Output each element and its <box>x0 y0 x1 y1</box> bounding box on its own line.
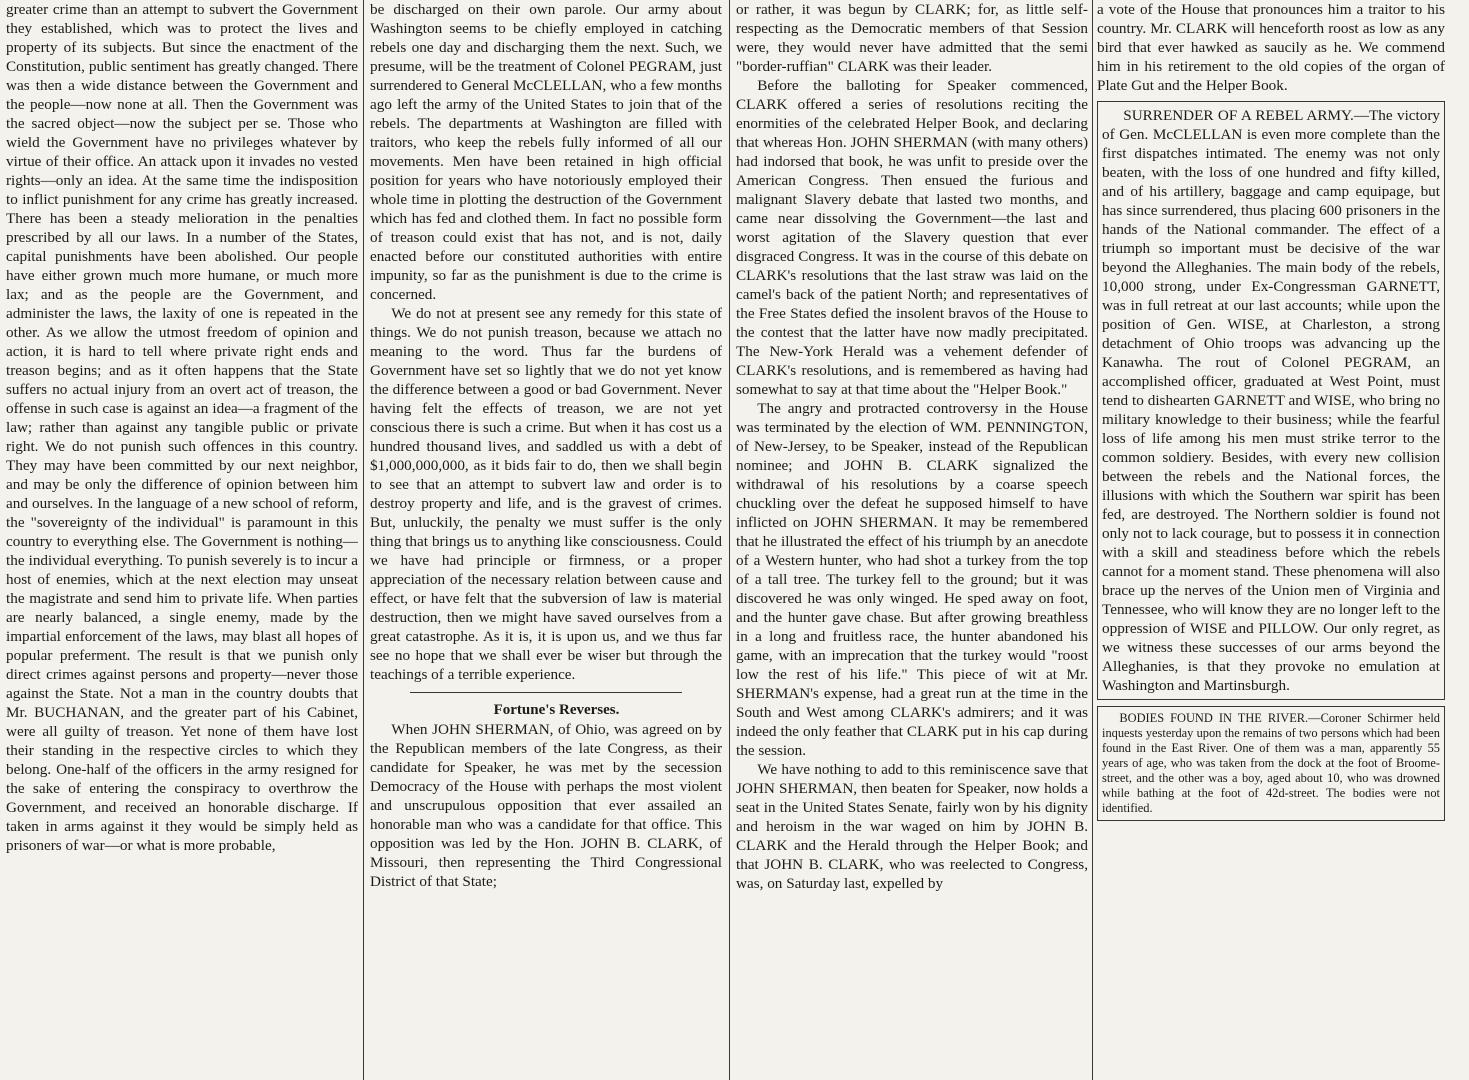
news-item-lead: SURRENDER OF A REBEL ARMY. <box>1123 107 1354 124</box>
article-heading: Fortune's Reverses. <box>493 702 620 718</box>
news-item-text: —The victory of Gen. McCLELLAN is even more complete than the first dispatches intimated. The enemy was not only beaten, with the loss of one hundred and fifty killed, and of his artillery, baggage and camp equipage, but has since surrendered, thus placing 600 prisoners in the hands of the National commander. The effect of a triumph so important must be decisive of the war beyond the Alleghanies. The main body of the rebels, 10,000 strong, under Ex-Congressman GARNETT, was in full retreat at our last accounts; while upon the position of Gen. WISE, at Charleston, a strong detachment of Ohio troops was advancing up the Kanawha. The rout of Colonel PEGRAM, an accomplished officer, graduated at West Point, must tend to dishearten GARNETT and WISE, who bring no military knowledge to their business; while the fearful loss of life among his men must strike terror to the common soldiery. Besides, with every new collision between the rebels and the National forces, the illusions with which the Southern war spirit has been fed, are destroyed. The Northern soldier is found not only not to lack courage, but to possess it in connection with a skill and steadiness before which the rebels cannot for a moment stand. These phenomena will also brace up the nerves of the Union men of Virginia and Tennessee, who will know they are no longer left to the oppression of WISE and PILLOW. Our only regret, as we witness these successes of our arms beyond the Alleghanies, is that they provoke no emulation at Washington and Martinsburgh. <box>1102 107 1440 694</box>
col1-paragraph: greater crime than an attempt to subvert the Government they established, which was to protect the lives and property of its subjects. But since the enactment of the Constitution, public sentiment has greatly changed. There was then a wide distance between the Government and the people—now none at all. Then the Government was the sacred object—now the subject per se. Those who wield the Government have no privileges whatever by virtue of their office. An attack upon it invades no vested rights—only an idea. At the same time the indisposition to inflict punishment for any crime has greatly increased. There has been a steady melioration in the penalties prescribed by all our laws. In a number of the States, capital punishments have been abolished. Our people have either grown much more humane, or much more lax; and as the people are the Government, and administer the laws, the laxity of one is repeated in the other. As we allow the utmost freedom of opinion and action, it is hard to tell where private right ends and treason begins; and as it often happens that the State suffers no actual injury from an overt act of treason, the offense in such case is against an idea—a fragment of the law; rather than against any tangible public or private right. We do not punish such offences in this country. They may have been committed by our next neighbor, and may be only the difference of opinion between him and ourselves. In the language of a new school of reform, the "sovereignty of the individual" is paramount in this country to everything else. The Government is nothing—the individual everything. To punish severely is to incur a host of enemies, which at the next election may unseat the magistrate and send him to private life. When parties are nearly balanced, a single enemy, made by the impartial enforcement of the laws, may blast all hopes of popular preferment. The result is that we punish only direct crimes against persons and property—never those against the State. Not a man in the country doubts that Mr. BUCHANAN, and the greater part of his Cabinet, were all guilty of treason. Yet none of them have lost their standing in the respective circles to which they belong. One-half of the officers in the army resigned for the sake of entering the conspiracy to overthrow the Government, and received an honorable discharge. If taken in arms against it they would be simply held as prisoners of war—or what is more probable, <box>6 1 358 854</box>
col4-paragraph-1: a vote of the House that pronounces him a traitor to his country. Mr. CLARK will henceforth roost as low as any bird that ever hawked as saucily as he. We commend him in his retirement to the old copies of the organ of Plate Gut and the Helper Book. <box>1097 1 1445 94</box>
col2-paragraph-3: When JOHN SHERMAN, of Ohio, was agreed on by the Republican members of the late Congress, as their candidate for Speaker, he was met by the secession Democracy of the House with perhaps the most violent and unscrupulous opposition that ever assailed an honorable man who was a candidate for that office. This opposition was led by the Hon. JOHN B. CLARK, of Missouri, then representing the Third Congressional District of that State; <box>370 721 722 890</box>
col2-paragraph-2: We do not at present see any remedy for this state of things. We do not punish treason, because we attach no meaning to the word. Thus far the burdens of Government have set so lightly that we do not yet know the difference between a good or bad Government. Never having felt the effects of treason, we are not yet conscious there is such a crime. But when it has cost us a hundred thousand lives, and saddled us with a debt of $1,000,000,000, as it bids fair to do, then we shall begin to see that an attempt to subvert law and order is to destroy property and life, and is the gravest of crimes. But, unluckily, the penalty we must suffer is the only thing that brings us to anything like consciousness. Could we have had principle or firmness, or a proper appreciation of the necessary relation between cause and effect, or have felt that the subversion of law is material destruction, then we might have saved ourselves from a great catastrophe. As it is, it is upon us, and we thus far see no hope that we shall ever be wiser but through the teachings of a terrible experience. <box>370 305 722 683</box>
col2-paragraph-1: be discharged on their own parole. Our army about Washington seems to be chiefly employed in catching rebels one day and discharging them the next. Such, we presume, will be the treatment of Colonel PEGRAM, just surrendered to General McCLELLAN, who a few months ago left the army of the United States to join that of the rebels. The departments at Washington are filled with traitors, who keep the rebels fully informed of all our movements. Men have been retained in high official position for years who have notoriously employed their whole time in plotting the destruction of the Government which has fed and clothed them. In fact no possible form of treason could exist that has not, and is not, daily enacted before our constituted authorities with entire impunity, so far as the punishment is due to the crime is concerned. <box>370 1 722 303</box>
col3-paragraph-2: Before the balloting for Speaker commenced, CLARK offered a series of resolutions reciting the enormities of the celebrated Helper Book, and declaring that whereas Hon. JOHN SHERMAN (with many others) had indorsed that book, he was unfit to preside over the American Congress. Then ensued the furious and malignant Slavery debate that lasted two months, and came near dissolving the Government—the last and worst agitation of the Slavery question that ever disgraced Congress. It was in the course of this debate on CLARK's resolutions that the last straw was laid on the camel's back of the patient North; and representatives of the Free States defied the insolent bravos of the House to the contest that the latter have now madly precipitated. The New-York Herald was a vehement defender of CLARK's resolutions, and is remembered as having had somewhat to say at that time about the "Helper Book." <box>736 77 1088 398</box>
column-rule <box>729 0 730 1080</box>
column-rule <box>363 0 364 1080</box>
news-item-lead: BODIES FOUND IN THE RIVER. <box>1119 711 1309 725</box>
column-rule <box>1092 0 1093 1080</box>
column-1 <box>6 0 358 1080</box>
news-item-bodies <box>1097 706 1445 821</box>
column-2 <box>370 0 722 1080</box>
col3-paragraph-4: We have nothing to add to this reminiscence save that JOHN SHERMAN, then beaten for Speaker, now holds a seat in the United States Senate, fairly won by his dignity and heroism in the war waged on him by JOHN B. CLARK and the Herald through the Helper Book; and that JOHN B. CLARK, who was reelected to Congress, was, on Saturday last, expelled by <box>736 761 1088 892</box>
news-item-surrender <box>1097 101 1445 700</box>
column-3 <box>736 0 1088 1080</box>
column-4 <box>1097 0 1445 1080</box>
news-item-text: —Coroner Schirmer held inquests yesterday upon the remains of two persons which had been found in the East River. One of them was a man, apparently 55 years of age, who was taken from the dock at the foot of Broome-street, and the other was a boy, aged about 10, who was drowned while bathing at the foot of 42d-street. The bodies were not identified. <box>1102 711 1440 815</box>
separator <box>410 692 682 693</box>
col3-paragraph-1: or rather, it was begun by CLARK; for, as little self-respecting as the Democratic members of that Session were, they would never have admitted that the semi "border-ruffian" CLARK was their leader. <box>736 1 1088 75</box>
col3-paragraph-3: The angry and protracted controversy in the House was terminated by the election of WM. PENNINGTON, of New-Jersey, to be Speaker, instead of the Republican nominee; and JOHN B. CLARK signalized the withdrawal of his resolutions by a coarse speech chuckling over the defeat he supposed himself to have inflicted on JOHN SHERMAN. It may be remembered that he illustrated the effect of his triumph by an anecdote of a Western hunter, who had shot a turkey from the top of a tall tree. The turkey fell to the ground; but it was discovered he was only winged. He sped away on foot, and the hunter gave chase. But after growing breathless in a long and fruitless race, the hunter abandoned his game, with an imprecation that the turkey would "roost low the rest of his life." This piece of wit at Mr. SHERMAN's expense, had a great run at the time in the South and West among CLARK's admirers; and it was indeed the only feather that CLARK put in his cap during the session. <box>736 400 1088 759</box>
